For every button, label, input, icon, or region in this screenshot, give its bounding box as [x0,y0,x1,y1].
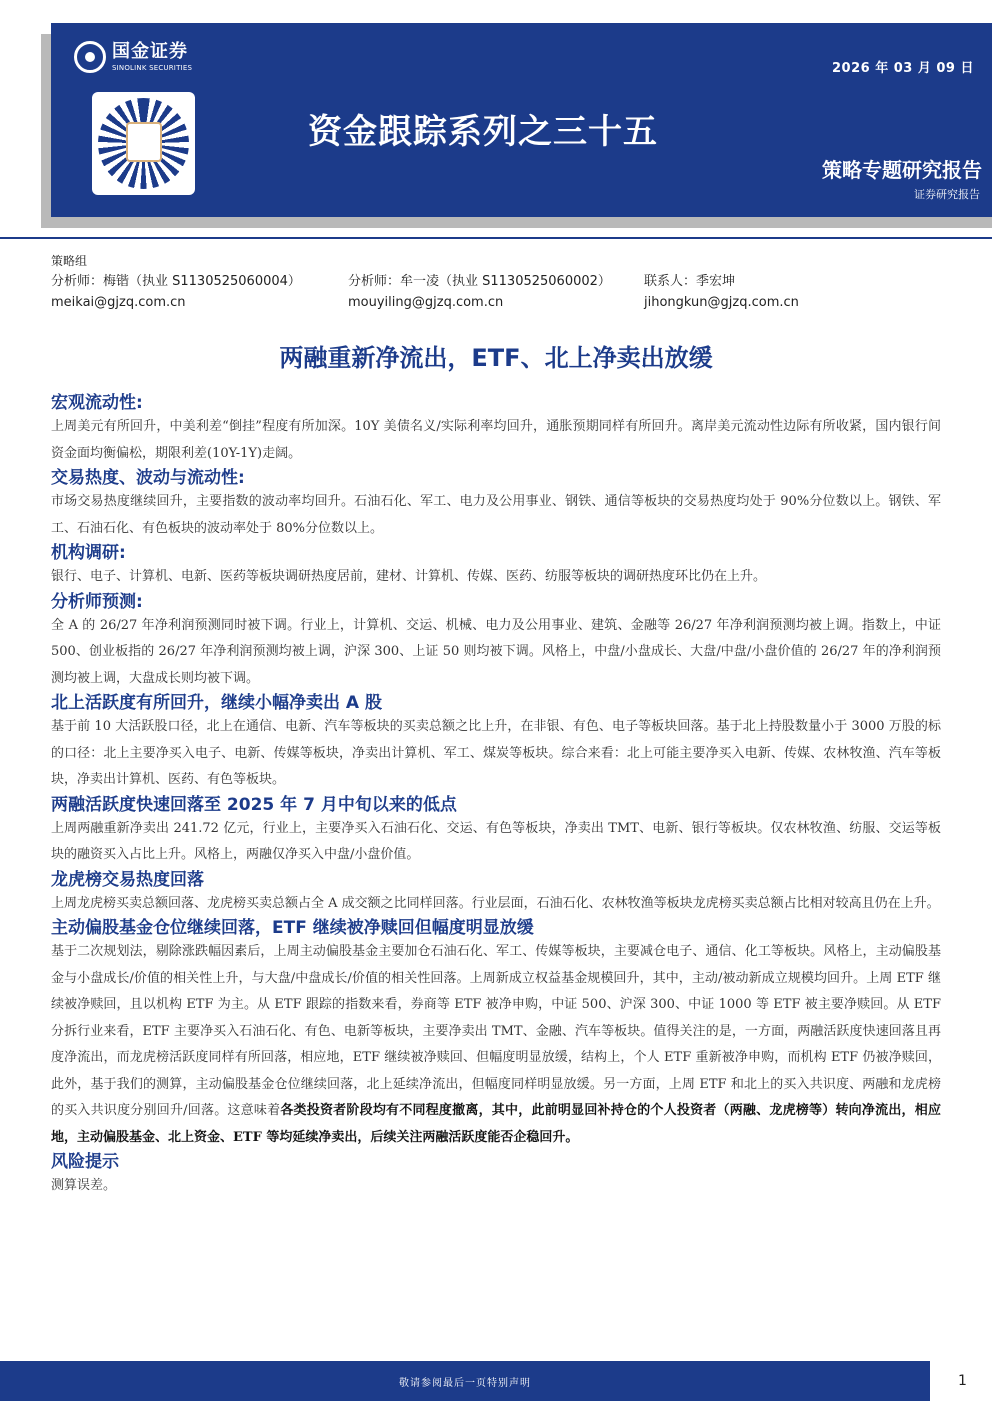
section-body: 上周两融重新净卖出 241.72 亿元，行业上，主要净买入石油石化、交运、有色等板块，净卖出 TMT、电新、银行等板块。仅农林牧渔、纺服、交运等板块的融资买入占比上升。风格上，两融仅净买入中盘/小盘价值。 [51,820,941,862]
report-date: 2026 年 03 月 09 日 [832,61,974,76]
report-title: 两融重新净流出，ETF、北上净卖出放缓 [279,344,713,372]
section-margin-trading [51,794,941,869]
page-number: 1 [958,1373,967,1389]
author-1 [51,271,301,313]
author-2-email[interactable]: mouyiling@gjzq.com.cn [348,295,504,310]
report-body [51,392,941,1200]
section-risk [51,1151,941,1200]
author-2-line: 分析师：牟一凌（执业 S1130525060002） [348,274,611,289]
footer-disclaimer: 敬请参阅最后一页特别声明 [399,1378,531,1389]
contact-email[interactable]: jihongkun@gjzq.com.cn [644,295,799,310]
qr-code-icon [92,92,195,195]
section-body [51,939,941,1151]
section-body: 测算误差。 [51,1178,117,1193]
brand-name-cn: 国金证券 [112,40,188,62]
section-body: 基于前 10 大活跃股口径，北上在通信、电新、汽车等板块的买卖总额之比上升，在非银、有色、电子等板块回落。基于北上持股数量小于 3000 万股的标的口径：北上主要净买入电子、电新、传媒等板块，净卖出计算机、军工、煤炭等板块。综合来看：北上可能主要净买入电新、传媒、农林牧渔、汽车等板块，净卖出计算机、医药、有色等板块。 [51,719,941,787]
section-body: 银行、电子、计算机、电新、医药等板块调研热度居前，建材、计算机、传媒、医药、纺服等板块的调研热度环比仍在上升。 [51,569,767,584]
section-heading: 宏观流动性: [51,393,143,413]
section-heading: 北上活跃度有所回升，继续小幅净卖出 A 股 [51,693,382,713]
section-body-text: 基于二次规划法，剔除涨跌幅因素后，上周主动偏股基金主要加仓石油石化、军工、传媒等板块，主要减仓电子、通信、化工等板块。风格上，主动偏股基金与小盘成长/价值的相关性上升，与大盘/中盘成长/价值的相关性回落。上周新成立权益基金规模回升，其中，主动/被动新成立规模均回升。上周 ETF 继续被净赎回，且以机构 ETF 为主。从 ETF 跟踪的指数来看，券商等 ETF 被净申购，中证 500、沪深 300、中证 1000 等 ETF 被主要净赎回。从 ETF 分拆行业来看，ETF 主要净买入石油石化、有色、电新等板块，主要净卖出 TMT、金融、汽车等板块。值得关注的是，一方面，两融活跃度快速回落且再度净流出，而龙虎榜活跃度同样有所回落，相应地，ETF 继续被净赎回、但幅度明显放缓，结构上，个人 ETF 重新被净申购，而机构 ETF 仍被净赎回，此外，基于我们的测算，主动偏股基金仓位继续回落，北上延续净流出，但幅度同样明显放缓。另一方面，上周 ETF 和北上的买入共识度、两融和龙虎榜的买入共识度分别回升/回落。这意味着 [51,944,941,1118]
author-1-line: 分析师：梅锴（执业 S1130525060004） [51,274,301,289]
qr-center-logo [126,122,162,162]
section-heading: 分析师预测: [51,591,143,612]
header-divider [0,237,992,239]
section-dragon-tiger [51,869,941,918]
contact-line: 联系人：季宏坤 [644,274,736,289]
author-1-email[interactable]: meikai@gjzq.com.cn [51,295,186,310]
brand-logo [74,41,192,73]
section-trading-heat [51,467,941,542]
section-macro-liquidity [51,392,941,467]
section-heading: 主动偏股基金仓位继续回落，ETF 继续被净赎回但幅度明显放缓 [51,918,534,938]
section-body: 全 A 的 26/27 年净利润预测同时被下调。行业上，计算机、交运、机械、电力及公用事业、建筑、金融等 26/27 年净利润预测均被上调。指数上，中证 500、创业板指的 26/27 年净利润预测均被上调，沪深 300、上证 50 则均被下调。风格上，中盘/小盘成长、大盘/中盘/小盘价值的 26/27 年的净利润预测均被上调，大盘成长则均被下调。 [51,617,941,686]
brand-name-en: SINOLINK SECURITIES [112,63,193,72]
section-body: 市场交易热度继续回升，主要指数的波动率均回升。石油石化、军工、电力及公用事业、钢铁、通信等板块的交易热度均处于 90%分位数以上。钢铁、军工、石油石化、有色板块的波动率处于 80%分位数以上。 [51,494,941,536]
report-subtype: 证券研究报告 [914,188,980,201]
brand-mark-icon [74,41,106,73]
section-institutional-research [51,542,941,591]
contact [644,271,799,313]
section-body: 上周龙虎榜买卖总额回落、龙虎榜买卖总额占全 A 成交额之比同样回落。行业层面，石油石化、农林牧渔等板块龙虎榜买卖总额占比相对较高且仍在上升。 [51,895,940,911]
section-body: 上周美元有所回升，中美利差“倒挂”程度有所加深。10Y 美债名义/实际利率均回升，通胀预期同样有所回升。离岸美元流动性边际有所收紧，国内银行间资金面均衡偏松，期限利差(10Y-1Y)走阔。 [51,419,941,461]
section-analyst-forecast [51,591,941,693]
section-northbound [51,692,941,794]
section-heading: 交易热度、波动与流动性: [51,468,245,488]
series-title: 资金跟踪系列之三十五 [308,112,658,152]
section-body-conclusion: 各类投资者阶段均有不同程度撤离，其中，此前明显回补持仓的个人投资者（两融、龙虎榜等）转向净流出，相应地，主动偏股基金、北上资金、ETF 等均延续净卖出，后续关注两融活跃度能否企稳回升。 [51,1103,941,1145]
report-type: 策略专题研究报告 [822,158,982,182]
team-name: 策略组 [51,254,88,268]
section-heading: 机构调研: [51,543,126,563]
section-heading: 龙虎榜交易热度回落 [51,869,204,890]
section-fund-etf [51,917,941,1151]
section-heading: 风险提示 [51,1152,119,1172]
author-2 [348,271,611,313]
section-heading: 两融活跃度快速回落至 2025 年 7 月中旬以来的低点 [51,794,457,815]
